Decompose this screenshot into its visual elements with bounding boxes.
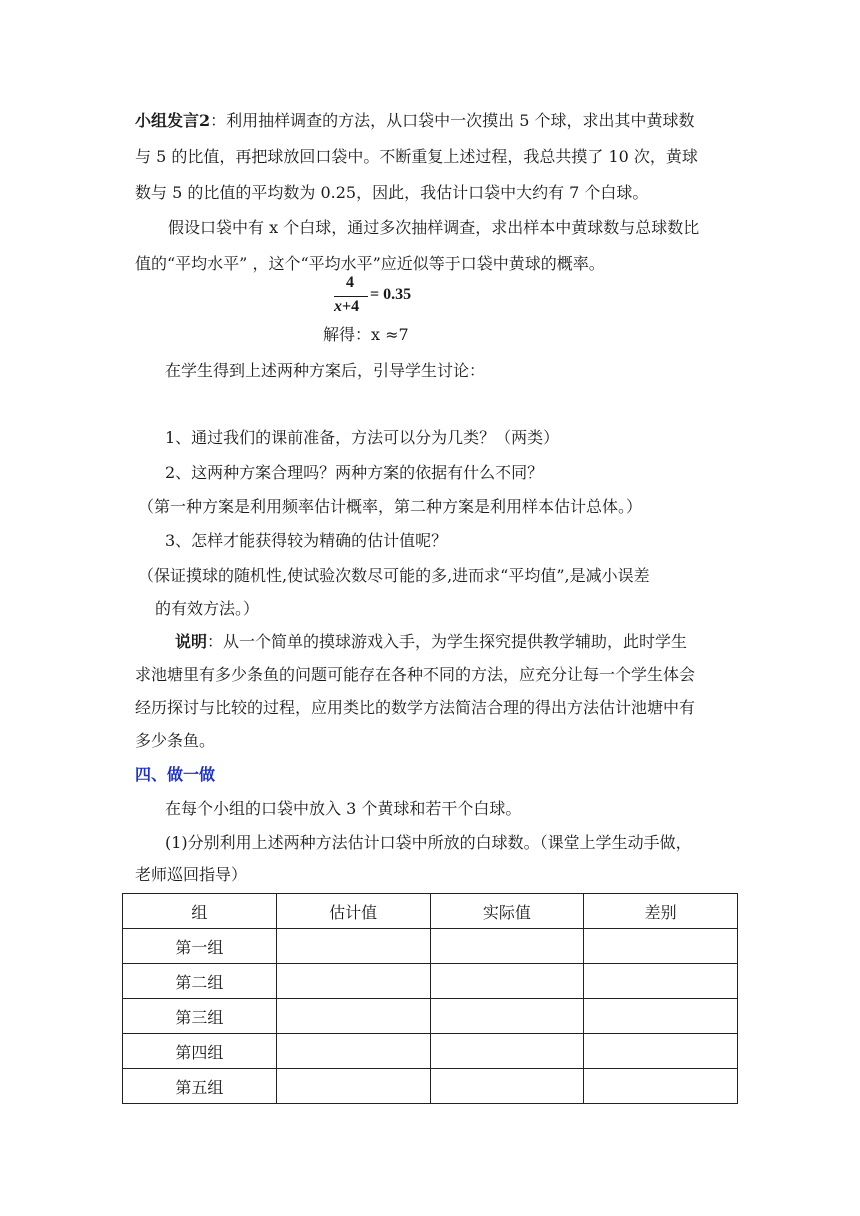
paragraph-line: 假设口袋中有 x 个白球，通过多次抽样调查，求出样本中黄球数与总球数比 — [168, 218, 700, 237]
table-cell: 第四组 — [123, 1034, 277, 1069]
paragraph-line: 在学生得到上述两种方案后，引导学生讨论： — [165, 361, 486, 380]
paragraph-line: 数与 5 的比值的平均数为 0.25，因此，我估计口袋中大约有 7 个白球。 — [135, 183, 649, 202]
paragraph-line: (1)分别利用上述两种方法估计口袋中所放的白球数。（课堂上学生动手做， — [165, 833, 692, 852]
equation-rhs: = 0.35 — [370, 286, 412, 303]
note-line: 经历探讨与比较的过程，应用类比的数学方法简洁合理的得出方法估计池塘中有 — [135, 698, 696, 717]
table-cell — [584, 1069, 738, 1104]
table-header-cell: 组 — [123, 894, 277, 929]
table-cell — [430, 1069, 584, 1104]
paragraph-line: 与 5 的比值，再把球放回口袋中。不断重复上述过程，我总共摸了 10 次，黄球 — [135, 147, 698, 166]
question-1: 1、通过我们的课前准备，方法可以分为几类？（两类） — [165, 428, 560, 447]
paragraph-line: 在每个小组的口袋中放入 3 个黄球和若干个白球。 — [165, 799, 522, 818]
table-cell — [276, 964, 430, 999]
section-title: 四、做一做 — [135, 765, 216, 784]
paragraph-line: 老师巡回指导） — [135, 865, 248, 884]
answer-3-line-2: 的有效方法。） — [155, 599, 260, 618]
note-line-1 — [175, 631, 687, 653]
equation-numerator: 4 — [346, 274, 354, 291]
note-label: 说明 — [175, 632, 208, 651]
table-cell — [430, 929, 584, 964]
table-row — [123, 1069, 738, 1104]
estimation-table — [122, 893, 738, 1104]
table-cell — [276, 999, 430, 1034]
note-line: 多少条鱼。 — [135, 731, 216, 750]
table-cell: 第二组 — [123, 964, 277, 999]
table-header-cell: 差别 — [584, 894, 738, 929]
table-cell — [276, 929, 430, 964]
solution-line: 解得：x ≈7 — [323, 325, 409, 344]
equation-variable: x — [334, 298, 342, 315]
table-row — [123, 964, 738, 999]
answer-2: （第一种方案是利用频率估计概率，第二种方案是利用样本估计总体。） — [138, 497, 643, 516]
equation-denominator — [334, 298, 359, 316]
text-span: ：从一个简单的摸球游戏入手，为学生探究提供教学辅助，此时学生 — [207, 632, 688, 651]
note-line: 求池塘里有多少条鱼的问题可能存在各种不同的方法，应充分让每一个学生体会 — [135, 665, 696, 684]
question-2: 2、这两种方案合理吗？两种方案的依据有什么不同？ — [165, 463, 544, 482]
table-cell — [430, 1034, 584, 1069]
group-speech-label: 小组发言2 — [135, 111, 211, 130]
table-cell: 第五组 — [123, 1069, 277, 1104]
table-cell: 第三组 — [123, 999, 277, 1034]
table-cell — [584, 964, 738, 999]
table-cell — [276, 1069, 430, 1104]
paragraph-line: 值的“平均水平” ，这个“平均水平”应近似等于口袋中黄球的概率。 — [135, 254, 605, 273]
answer-3-line-1: （保证摸球的随机性,使试验次数尽可能的多,进而求“平均值”,是减小误差 — [138, 566, 650, 585]
table-cell — [584, 1034, 738, 1069]
table-cell — [430, 999, 584, 1034]
question-3: 3、怎样才能获得较为精确的估计值呢？ — [165, 531, 448, 550]
table-cell: 第一组 — [123, 929, 277, 964]
equation — [334, 274, 424, 318]
table-cell — [276, 1034, 430, 1069]
table-header-row — [123, 894, 738, 929]
paragraph-group-speech-2-line-1 — [135, 110, 695, 132]
table-header-cell: 估计值 — [276, 894, 430, 929]
fraction-bar — [334, 296, 368, 297]
table-cell — [584, 999, 738, 1034]
table-cell — [430, 964, 584, 999]
table-row — [123, 929, 738, 964]
equation-denominator-rest: +4 — [342, 298, 360, 315]
table-header-cell: 实际值 — [430, 894, 584, 929]
table-row — [123, 999, 738, 1034]
text-span: ：利用抽样调查的方法，从口袋中一次摸出 5 个球，求出其中黄球数 — [210, 111, 695, 130]
table-row — [123, 1034, 738, 1069]
table-cell — [584, 929, 738, 964]
